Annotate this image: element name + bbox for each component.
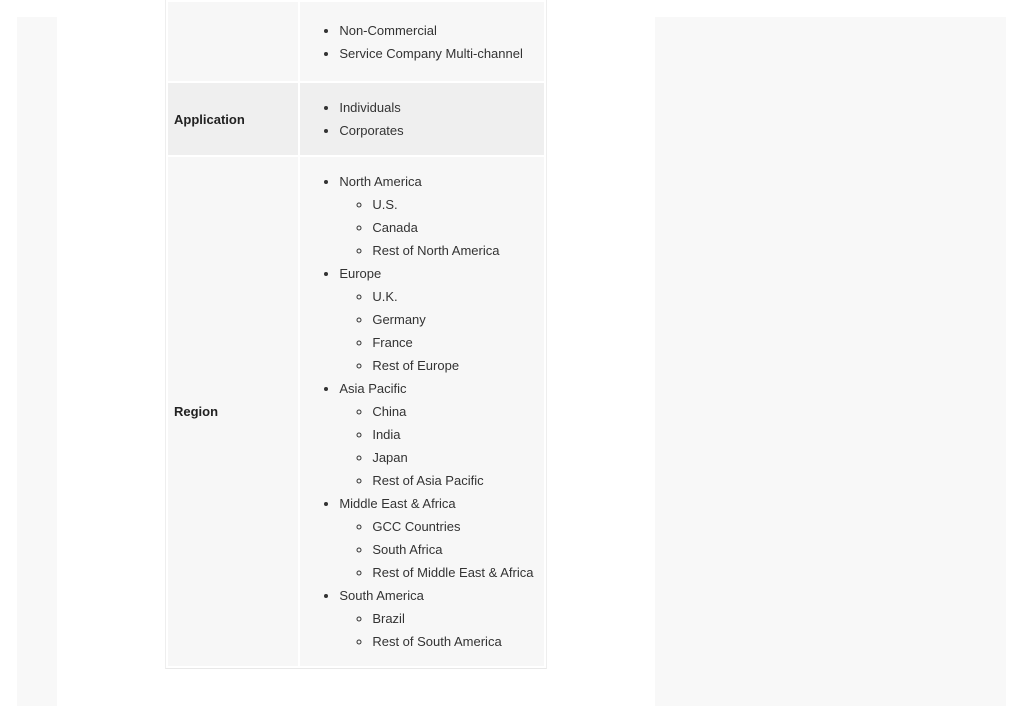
row-values-channel — [300, 2, 544, 81]
row-label-channel — [168, 2, 298, 81]
sub-list — [339, 285, 544, 377]
right-sidebar-panel — [655, 17, 1006, 706]
group-name: • Asia Pacific — [339, 381, 407, 396]
list-item: ◦ Germany — [372, 308, 544, 331]
list-item: ◦ Brazil — [372, 607, 544, 630]
list-item: ◦ Rest of Middle East & Africa — [372, 561, 544, 584]
list-item: ◦ U.S. — [372, 193, 544, 216]
list-item: ◦ Rest of Europe — [372, 354, 544, 377]
group-name: • Europe — [339, 266, 382, 281]
table-row-channel — [168, 2, 544, 81]
group-name: • Middle East & Africa — [339, 496, 456, 511]
row-values-application — [300, 83, 544, 155]
list-item: • Service Company Multi-channel — [339, 42, 544, 65]
segmentation-table — [165, 0, 547, 669]
sub-list — [339, 607, 544, 653]
list-item: ◦ France — [372, 331, 544, 354]
list-item: ◦ China — [372, 400, 544, 423]
sub-list — [339, 400, 544, 492]
region-group-south-america — [339, 584, 544, 653]
row-values-region — [300, 157, 544, 666]
region-group-europe — [339, 262, 544, 377]
list-item: ◦ Japan — [372, 446, 544, 469]
application-list — [300, 96, 544, 142]
region-group-north-america — [339, 170, 544, 262]
region-group-middle-east-africa — [339, 492, 544, 584]
list-item: ◦ Rest of Asia Pacific — [372, 469, 544, 492]
region-group-asia-pacific — [339, 377, 544, 492]
list-item: • Corporates — [339, 119, 544, 142]
list-item: ◦ Canada — [372, 216, 544, 239]
group-name: • South America — [339, 588, 424, 603]
list-item: ◦ U.K. — [372, 285, 544, 308]
list-item: ◦ India — [372, 423, 544, 446]
channel-list — [300, 19, 544, 65]
list-item: ◦ South Africa — [372, 538, 544, 561]
row-label-application: Application — [168, 83, 298, 155]
list-item: • Non-Commercial — [339, 19, 544, 42]
group-name: • North America — [339, 174, 422, 189]
sub-list — [339, 515, 544, 584]
left-rail — [17, 17, 57, 706]
table-row-application — [168, 83, 544, 155]
sub-list — [339, 193, 544, 262]
list-item: ◦ Rest of South America — [372, 630, 544, 653]
row-label-region: Region — [168, 157, 298, 666]
region-list — [300, 170, 544, 653]
table-row-region — [168, 157, 544, 666]
list-item: • Individuals — [339, 96, 544, 119]
list-item: ◦ GCC Countries — [372, 515, 544, 538]
list-item: ◦ Rest of North America — [372, 239, 544, 262]
